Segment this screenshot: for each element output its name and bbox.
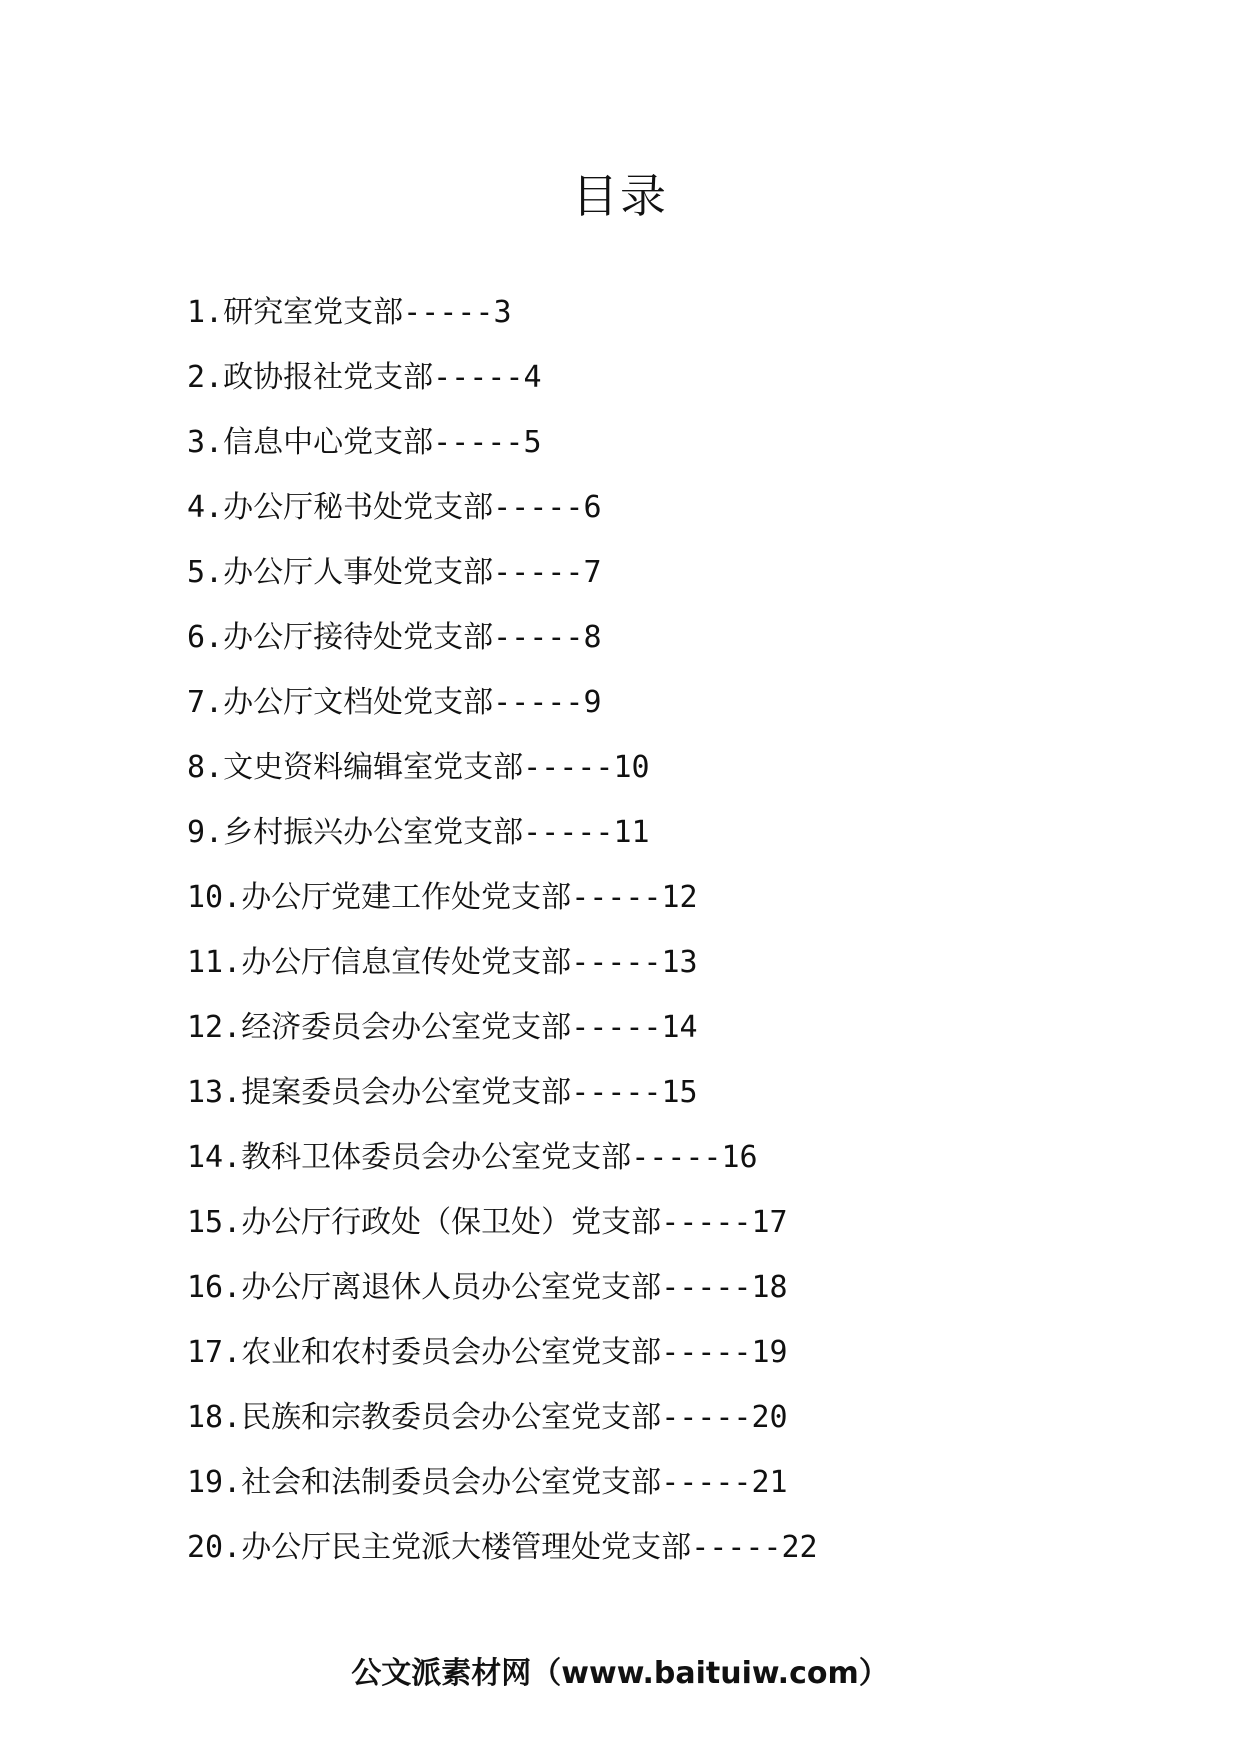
toc-item[interactable]	[187, 865, 1167, 930]
toc-item[interactable]	[187, 605, 1167, 670]
toc-item-name: 文史资料编辑室党支部	[223, 750, 524, 785]
toc-item-number: 3.	[187, 425, 224, 460]
toc-item-name: 办公厅离退休人员办公室党支部	[241, 1270, 662, 1305]
toc-item-page: 12	[661, 880, 698, 915]
toc-item-page: 20	[751, 1400, 788, 1435]
toc-item-leader: -----	[403, 295, 494, 330]
toc-item[interactable]	[187, 1125, 1167, 1190]
toc-item[interactable]	[187, 1515, 1167, 1580]
toc-item-page: 8	[583, 620, 602, 655]
toc-item-leader: -----	[571, 880, 662, 915]
toc-item-page: 4	[523, 360, 542, 395]
toc-item[interactable]	[187, 1450, 1167, 1515]
toc-item-number: 5.	[187, 555, 224, 590]
toc-item-leader: -----	[661, 1400, 752, 1435]
toc-item-page: 3	[493, 295, 512, 330]
toc-item-name: 信息中心党支部	[223, 425, 434, 460]
toc-item-number: 17.	[187, 1335, 242, 1370]
toc-item-name: 办公厅人事处党支部	[223, 555, 494, 590]
toc-item-number: 8.	[187, 750, 224, 785]
toc-item-name: 政协报社党支部	[223, 360, 434, 395]
toc-item-name: 研究室党支部	[223, 295, 404, 330]
toc-item-leader: -----	[661, 1465, 752, 1500]
toc-item-leader: -----	[523, 750, 614, 785]
toc-item-name: 办公厅秘书处党支部	[223, 490, 494, 525]
toc-item-page: 16	[721, 1140, 758, 1175]
toc-item-number: 9.	[187, 815, 224, 850]
toc-item[interactable]	[187, 1385, 1167, 1450]
toc-item-leader: -----	[631, 1140, 722, 1175]
toc-item-name: 办公厅行政处（保卫处）党支部	[241, 1205, 662, 1240]
toc-item-leader: -----	[433, 360, 524, 395]
page-title: 目录	[572, 169, 668, 223]
toc-item-number: 1.	[187, 295, 224, 330]
toc-item-name: 办公厅接待处党支部	[223, 620, 494, 655]
toc-item-number: 12.	[187, 1010, 242, 1045]
toc-item-page: 18	[751, 1270, 788, 1305]
toc-item-name: 办公厅文档处党支部	[223, 685, 494, 720]
toc-item-page: 9	[583, 685, 602, 720]
toc-item[interactable]	[187, 345, 1167, 410]
toc-item-number: 10.	[187, 880, 242, 915]
toc-item-page: 22	[781, 1530, 818, 1565]
toc-item-leader: -----	[493, 685, 584, 720]
toc-item-page: 11	[613, 815, 650, 850]
toc-item-leader: -----	[661, 1335, 752, 1370]
toc-item[interactable]	[187, 280, 1167, 345]
toc-item-page: 6	[583, 490, 602, 525]
toc-item-name: 社会和法制委员会办公室党支部	[241, 1465, 662, 1500]
toc-item[interactable]	[187, 930, 1167, 995]
toc-item[interactable]	[187, 735, 1167, 800]
table-of-contents	[187, 280, 1167, 1580]
toc-item-leader: -----	[661, 1270, 752, 1305]
toc-item-page: 21	[751, 1465, 788, 1500]
toc-item[interactable]	[187, 410, 1167, 475]
toc-item-name: 办公厅党建工作处党支部	[241, 880, 572, 915]
toc-item-number: 18.	[187, 1400, 242, 1435]
toc-item[interactable]	[187, 1190, 1167, 1255]
toc-item[interactable]	[187, 540, 1167, 605]
toc-item-name: 办公厅信息宣传处党支部	[241, 945, 572, 980]
toc-item-name: 乡村振兴办公室党支部	[223, 815, 524, 850]
toc-item[interactable]	[187, 475, 1167, 540]
toc-item-number: 15.	[187, 1205, 242, 1240]
toc-item-page: 15	[661, 1075, 698, 1110]
toc-item[interactable]	[187, 1060, 1167, 1125]
toc-item-number: 16.	[187, 1270, 242, 1305]
toc-item-name: 民族和宗教委员会办公室党支部	[241, 1400, 662, 1435]
toc-item[interactable]	[187, 1255, 1167, 1320]
toc-item-name: 农业和农村委员会办公室党支部	[241, 1335, 662, 1370]
toc-item-leader: -----	[493, 490, 584, 525]
toc-item-name: 经济委员会办公室党支部	[241, 1010, 572, 1045]
toc-item-number: 11.	[187, 945, 242, 980]
toc-item-leader: -----	[433, 425, 524, 460]
toc-item-leader: -----	[691, 1530, 782, 1565]
toc-item-page: 13	[661, 945, 698, 980]
toc-item-number: 7.	[187, 685, 224, 720]
toc-item-leader: -----	[523, 815, 614, 850]
toc-item-page: 10	[613, 750, 650, 785]
toc-item[interactable]	[187, 995, 1167, 1060]
toc-item-leader: -----	[571, 945, 662, 980]
toc-item-leader: -----	[493, 555, 584, 590]
toc-item-number: 13.	[187, 1075, 242, 1110]
toc-item-leader: -----	[571, 1075, 662, 1110]
toc-item-leader: -----	[661, 1205, 752, 1240]
toc-item-name: 办公厅民主党派大楼管理处党支部	[241, 1530, 692, 1565]
toc-item-number: 6.	[187, 620, 224, 655]
toc-item-number: 4.	[187, 490, 224, 525]
toc-item-number: 19.	[187, 1465, 242, 1500]
toc-item-page: 14	[661, 1010, 698, 1045]
toc-item-leader: -----	[571, 1010, 662, 1045]
toc-item-page: 7	[583, 555, 602, 590]
footer-watermark: 公文派素材网（www.baituiw.com）	[351, 1656, 889, 1691]
toc-item-page: 17	[751, 1205, 788, 1240]
toc-item[interactable]	[187, 1320, 1167, 1385]
toc-item[interactable]	[187, 800, 1167, 865]
toc-item[interactable]	[187, 670, 1167, 735]
toc-item-number: 14.	[187, 1140, 242, 1175]
toc-item-leader: -----	[493, 620, 584, 655]
toc-item-page: 5	[523, 425, 542, 460]
toc-item-name: 提案委员会办公室党支部	[241, 1075, 572, 1110]
toc-item-page: 19	[751, 1335, 788, 1370]
toc-item-number: 20.	[187, 1530, 242, 1565]
toc-item-number: 2.	[187, 360, 224, 395]
toc-item-name: 教科卫体委员会办公室党支部	[241, 1140, 632, 1175]
